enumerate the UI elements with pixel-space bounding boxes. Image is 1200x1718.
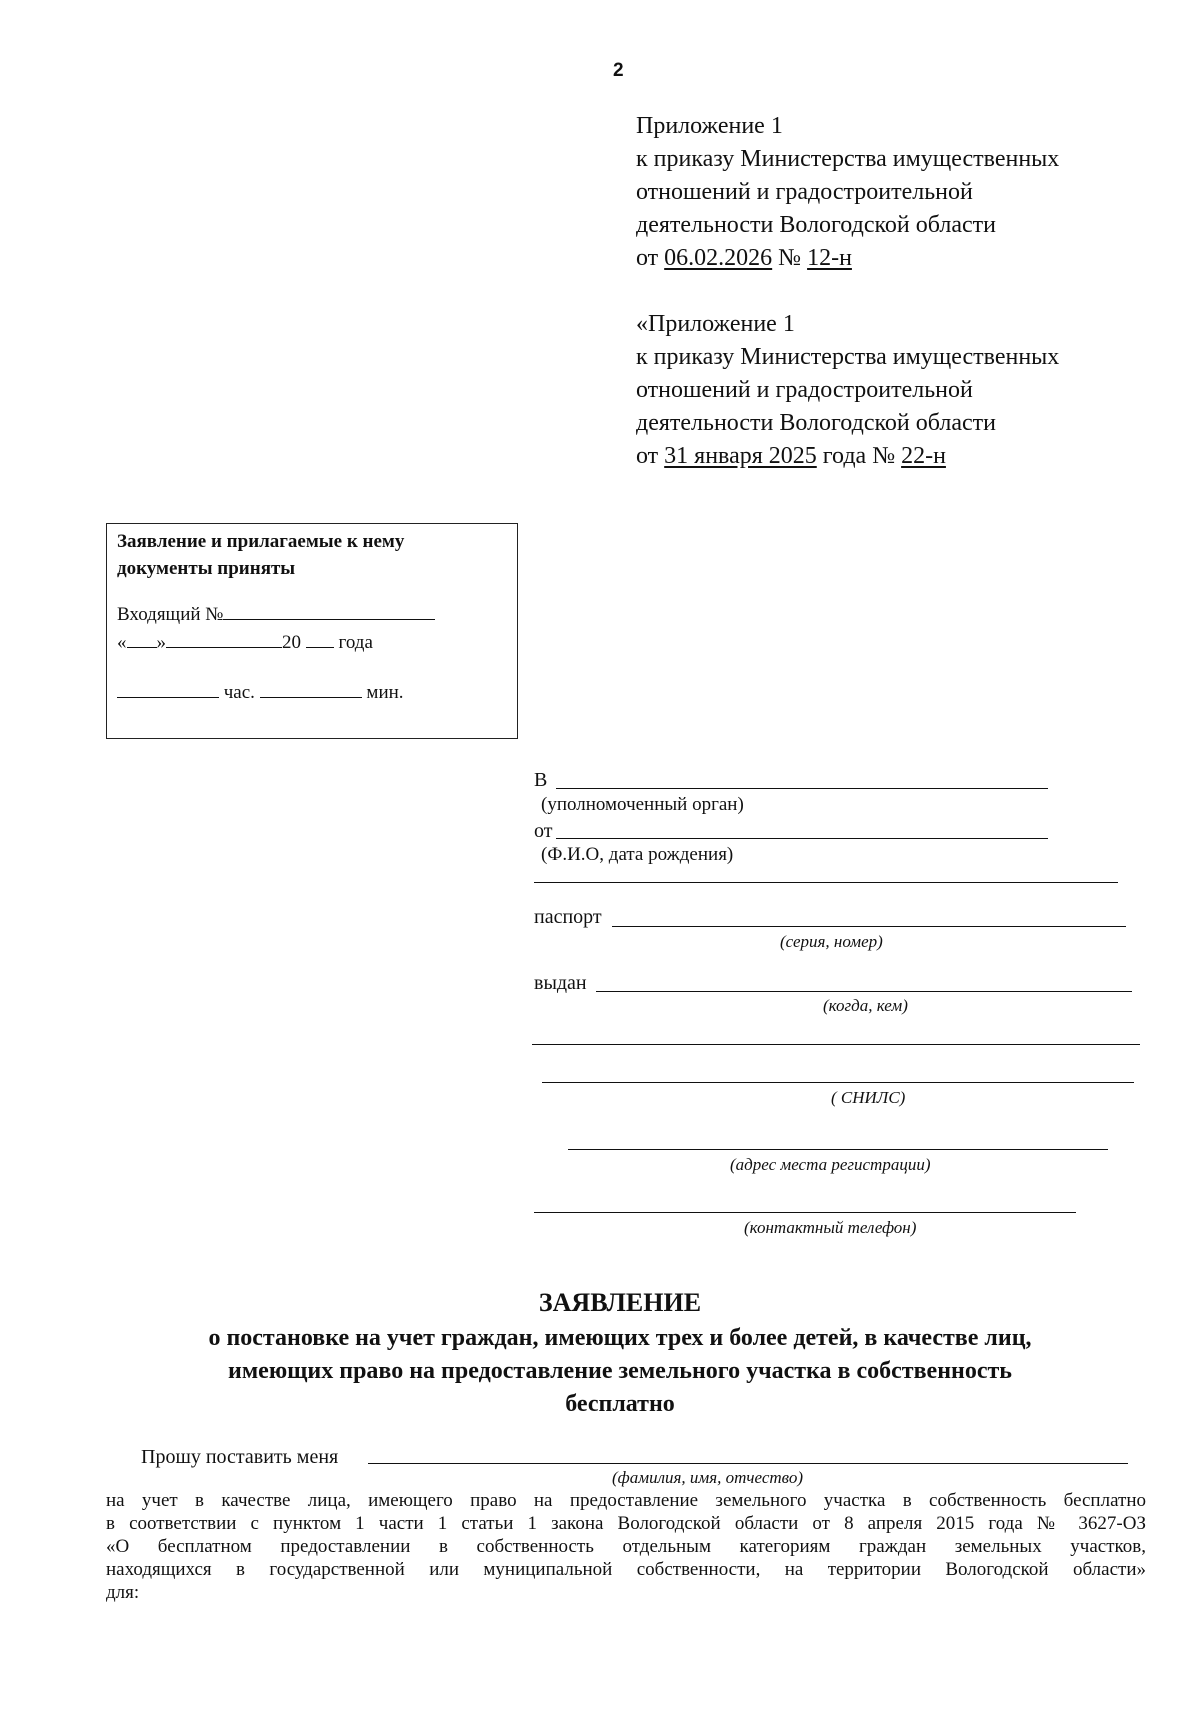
number-sign: № xyxy=(872,443,896,469)
hours-label: час. xyxy=(223,682,255,703)
applicant-fio-field[interactable] xyxy=(368,1463,1128,1464)
year-field[interactable] xyxy=(306,629,334,648)
body-line: «О бесплатном предоставлении в собственность отдельным категориям граждан земельных участков, xyxy=(106,1536,1146,1557)
appendix-line: отношений и градостроительной xyxy=(636,377,973,403)
appendix-line: деятельности Вологодской области xyxy=(636,212,996,238)
stamp-title-line2: документы приняты xyxy=(117,558,296,579)
quote-close: » xyxy=(156,632,166,653)
appendix-line: к приказу Министерства имущественных xyxy=(636,344,1060,370)
stamp-title-line1: Заявление и прилагаемые к нему xyxy=(117,531,405,552)
appendix-title: «Приложение 1 xyxy=(636,311,795,337)
authority-hint: (уполномоченный орган) xyxy=(541,794,744,815)
passport-hint: (серия, номер) xyxy=(780,932,883,951)
month-field[interactable] xyxy=(166,629,282,648)
body-line: на учет в качестве лица, имеющего право на предоставление земельного участка в собственность бесплатно xyxy=(106,1490,1146,1511)
phone-field[interactable] xyxy=(534,1212,1076,1213)
date-prefix: от xyxy=(636,245,659,271)
statement-subtitle xyxy=(110,1322,1130,1421)
body-line: для: xyxy=(106,1582,140,1603)
date-prefix: от xyxy=(636,443,659,469)
number-sign: № xyxy=(778,245,802,271)
applicant-name-field-2[interactable] xyxy=(534,882,1118,883)
registration-stamp-box xyxy=(106,523,518,739)
applicant-name-hint: (Ф.И.О, дата рождения) xyxy=(541,844,734,865)
fio-hint: (фамилия, имя, отчество) xyxy=(612,1468,803,1487)
request-label: Прошу поставить меня xyxy=(141,1446,339,1468)
statement-title: ЗАЯВЛЕНИЕ xyxy=(538,1288,702,1317)
time-row xyxy=(117,679,404,704)
phone-hint: (контактный телефон) xyxy=(744,1218,917,1237)
issued-hint: (когда, кем) xyxy=(823,996,908,1015)
order-date: 31 января 2025 xyxy=(664,443,817,469)
subtitle-line: имеющих право на предоставление земельного участка в собственность xyxy=(228,1358,1012,1384)
appendix-date-line xyxy=(636,440,1059,473)
hours-field[interactable] xyxy=(117,679,219,698)
issued-field[interactable] xyxy=(596,991,1132,992)
passport-label: паспорт xyxy=(534,906,602,928)
order-number: 22-н xyxy=(901,443,946,469)
snils-hint: ( СНИЛС) xyxy=(831,1088,906,1107)
appendix-date-line xyxy=(636,242,1059,275)
incoming-number-row xyxy=(117,601,435,626)
year-prefix: 20 xyxy=(282,632,301,653)
year-word: года xyxy=(822,443,867,469)
statement-body xyxy=(106,1489,1146,1604)
year-suffix: года xyxy=(338,632,373,653)
order-number: 12-н xyxy=(807,245,852,271)
date-row xyxy=(117,629,373,654)
applicant-name-field[interactable] xyxy=(556,838,1048,839)
authority-field[interactable] xyxy=(556,788,1048,789)
page-number: 2 xyxy=(613,60,624,81)
address-field[interactable] xyxy=(568,1149,1108,1150)
appendix-title: Приложение 1 xyxy=(636,113,783,139)
appendix-header-current xyxy=(636,110,1059,275)
appendix-line: к приказу Министерства имущественных xyxy=(636,146,1060,172)
to-label: В xyxy=(534,769,548,791)
from-label: от xyxy=(534,820,553,842)
body-line: находящихся в государственной или муниципальной собственности, на территории Вологодской области» xyxy=(106,1559,1146,1580)
appendix-header-previous xyxy=(636,308,1059,473)
order-date: 06.02.2026 xyxy=(664,245,773,271)
incoming-number-label: Входящий № xyxy=(117,604,224,625)
issued-field-2[interactable] xyxy=(532,1044,1140,1045)
day-field[interactable] xyxy=(127,629,157,648)
minutes-field[interactable] xyxy=(260,679,362,698)
minutes-label: мин. xyxy=(366,682,404,703)
body-line: в соответствии с пунктом 1 части 1 статьи 1 закона Вологодской области от 8 апреля 2015 года № 3627-ОЗ xyxy=(106,1513,1146,1534)
quote-open: « xyxy=(117,632,127,653)
appendix-line: отношений и градостроительной xyxy=(636,179,973,205)
appendix-line: деятельности Вологодской области xyxy=(636,410,996,436)
issued-label: выдан xyxy=(534,972,587,994)
snils-field[interactable] xyxy=(542,1082,1134,1083)
incoming-number-field[interactable] xyxy=(223,601,435,620)
subtitle-line: бесплатно xyxy=(565,1391,675,1417)
address-hint: (адрес места регистрации) xyxy=(730,1155,931,1174)
passport-field[interactable] xyxy=(612,926,1126,927)
subtitle-line: о постановке на учет граждан, имеющих трех и более детей, в качестве лиц, xyxy=(208,1325,1032,1351)
